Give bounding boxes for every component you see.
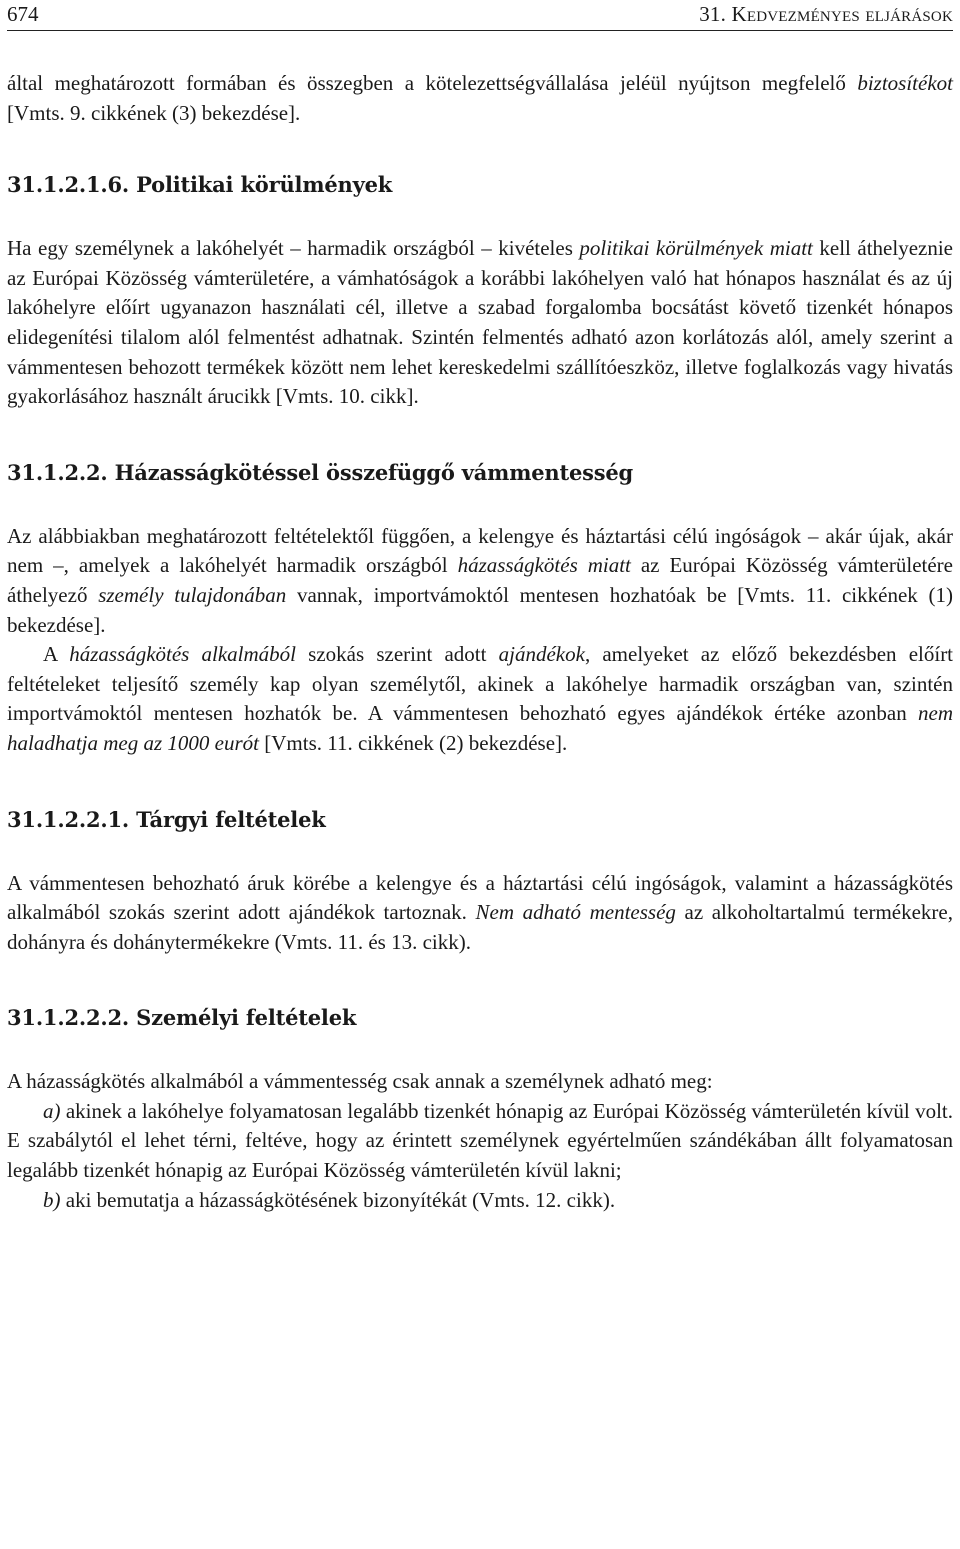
paragraph-targyi: A vámmentesen behozható áruk körébe a kelengye és a háztartási célú ingóságok, valamint a házasságkötés alkalmából szokás szerint adott ajándékok tartoznak. Nem adható mentesség az alkoholtartalmú termékekre, dohányra és dohánytermékekre (Vmts. 11. és 13. cikk).: [7, 870, 953, 954]
paragraph-hazassag-1: Az alábbiakban meghatározott feltételektől függően, a kelengye és háztartási célú ingóságok – akár újak, akár nem –, amelyek a lakóhelyét harmadik országból házasságkötés miatt az Európai Közösség vámterületére áthelyező személy tulajdonában vannak, importvámoktól mentesen hozhatóak be [Vmts. 11. cikkének (1) bekezdése].: [7, 523, 954, 637]
page-number: 674: [7, 2, 39, 26]
list-marker-b: b): [43, 1187, 61, 1212]
document-page: [7, 0, 953, 1215]
paragraph-hazassag-2: A házasságkötés alkalmából szokás szerint adott ajándékok, amelyeket az előző bekezdésben előírt feltételeket teljesítő személy kap olyan személytől, akinek a lakóhelye harmadik országban van, szintén importvámoktól mentesen hozhatók be. A vámmentesen behozható egyes ajándékok értéke azonban nem haladhatja meg az 1000 eurót [Vmts. 11. cikkének (2) bekezdése].: [7, 642, 954, 755]
intro-paragraph: által meghatározott formában és összegben a kötelezettségvállalása jeléül nyújtson megfelelő biztosítékot [Vmts. 9. cikkének (3) bekezdése].: [7, 71, 953, 125]
section-heading-hazassag: 31.1.2.2. Házasságkötéssel összefüggő vámmentesség: [7, 459, 633, 485]
paragraph-szemelyi: A házasságkötés alkalmából a vámmentesség csak annak a személynek adható meg:: [7, 1069, 713, 1094]
section-heading-politikai: 31.1.2.1.6. Politikai körülmények: [7, 172, 393, 198]
section-heading-targyi: 31.1.2.2.1. Tárgyi feltételek: [7, 806, 326, 832]
chapter-title: 31. Kedvezményes eljárások: [699, 2, 953, 26]
paragraph-politikai: Ha egy személynek a lakóhelyét – harmadik országból – kivételes politikai körülmények miatt kell áthelyeznie az Európai Közösség vámterületére, a vámhatóságok a korábbi lakóhelyen való hat hónapos használat és az új lakóhelyre előírt ugyanazon használati cél, illetve a szabad forgalomba bocsátást követő tizenkét hónapos elidegenítési tilalom alól felmentést adhatnak. Szintén felmentés adható azon korlátozás alól, amely szerint a vámmentesen behozott termékek között nem lehet kereskedelmi szállítóeszköz, illetve foglalkozás vagy hivatás gyakorlásához használt árucikk [Vmts. 10. cikk].: [7, 236, 953, 409]
page-header: [7, 0, 953, 31]
list-item-b: b) aki bemutatja a házasságkötésének bizonyítékát (Vmts. 12. cikk).: [43, 1187, 616, 1212]
list-marker-a: a): [43, 1098, 61, 1123]
list-item-a: a) akinek a lakóhelye folyamatosan legalább tizenkét hónapig az Európai Közösség vámterületén kívül volt. E szabálytól el lehet térni, feltéve, hogy az érintett személynek egyértelműen szándékában állt folyamatosan legalább tizenkét hónapig az Európai Közösség vámterületén kívül lakni;: [7, 1098, 953, 1183]
section-heading-szemelyi: 31.1.2.2.2. Személyi feltételek: [7, 1005, 357, 1031]
